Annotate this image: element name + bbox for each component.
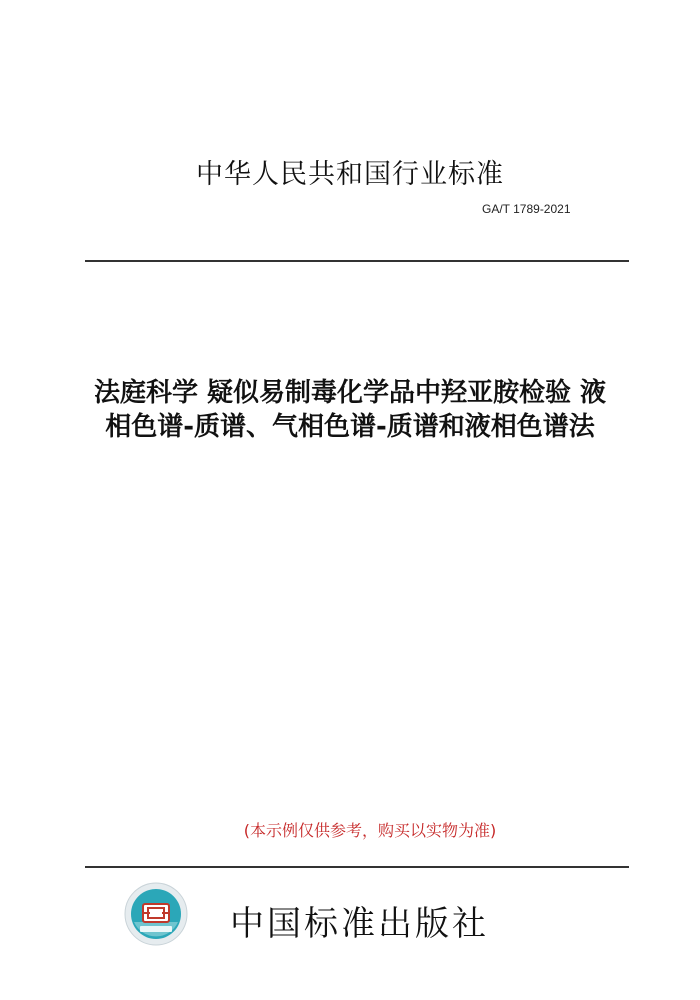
sample-notice: (本示例仅供参考，购买以实物为准) bbox=[243, 821, 497, 840]
standard-code: GA/T 1789-2021 bbox=[482, 202, 571, 216]
bottom-divider bbox=[85, 866, 629, 868]
publisher-seal-icon bbox=[124, 882, 188, 946]
document-title-line-2: 相色谱-质谱、气相色谱-质谱和液相色谱法 bbox=[105, 412, 595, 442]
top-divider bbox=[85, 260, 629, 262]
publisher-name: 中国标准出版社 bbox=[230, 904, 489, 944]
document-title-line-1: 法庭科学 疑似易制毒化学品中羟亚胺检验 液 bbox=[93, 378, 607, 408]
standard-category-title: 中华人民共和国行业标准 bbox=[196, 159, 504, 190]
document-title bbox=[40, 376, 660, 444]
